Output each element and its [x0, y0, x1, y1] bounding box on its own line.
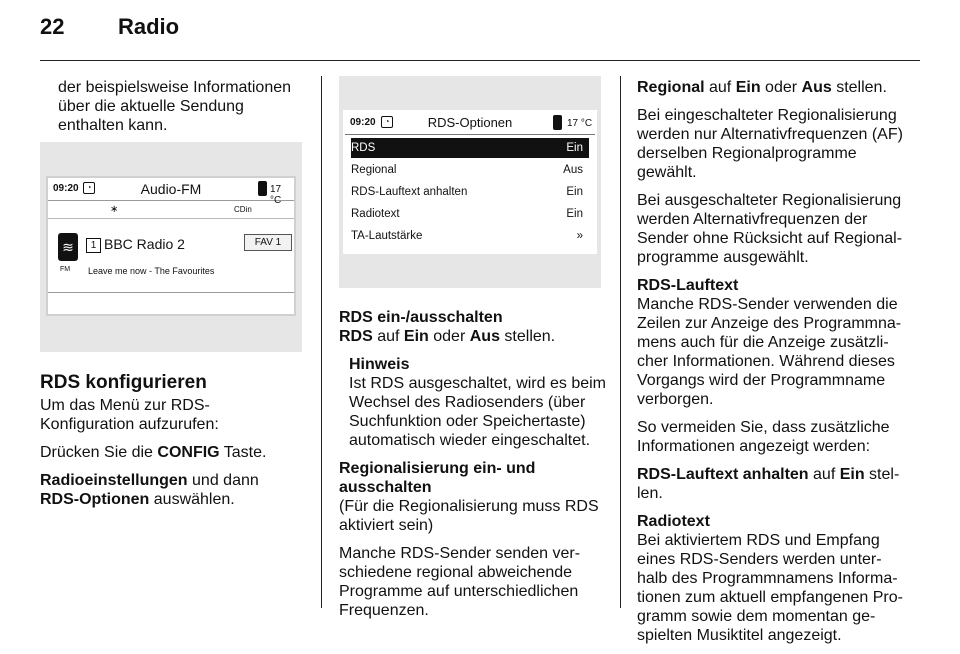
screen-title: RDS-Optionen: [427, 115, 513, 130]
paragraph: Manche RDS-Sender verwenden die Zeilen zur Anzeige des Programmnamens auch für die Anzeige zusätzlicher Informationen. Während dieses Vorgangs wird der Programmname verborgen.: [637, 296, 902, 408]
header-rule: [40, 60, 920, 61]
temperature: 17 °C: [567, 118, 593, 129]
menu-row-lauftext: RDS-Lauftext anhalten Ein: [351, 186, 583, 198]
column-3-text: [637, 78, 905, 654]
paragraph: Bei ausgeschalteter Regionalisierung werden Alternativfrequenzen der Sender ohne Rücksicht auf Regionalprogramme ausgewählt.: [637, 192, 903, 266]
screen-title: Audio-FM: [140, 181, 202, 197]
paragraph: Drücken Sie die CONFIG Taste.: [40, 444, 267, 461]
preset-number: 1: [86, 238, 101, 253]
thermometer-icon: [258, 181, 267, 196]
column-divider-1: [321, 76, 322, 608]
paragraph: Radioeinstellungen und dann RDS-Optionen auswählen.: [40, 472, 259, 508]
column-divider-2: [620, 76, 621, 608]
section-heading-rds-toggle: RDS ein-/ausschalten: [339, 309, 503, 326]
fav-button: FAV 1: [244, 234, 292, 251]
station-name: BBC Radio 2: [104, 236, 185, 252]
divider: [48, 218, 294, 219]
page-header: [40, 14, 179, 40]
paragraph: RDS-Lauftext anhalten auf Ein stellen.: [637, 466, 900, 502]
menu-row-ta-volume: TA-Lautstärke »: [351, 230, 583, 242]
menu-row-regional: Regional Aus: [351, 164, 583, 176]
menu-row-radiotext: Radiotext Ein: [351, 208, 583, 220]
intro-text-block: [58, 78, 294, 144]
clock-time: 09:20: [350, 117, 376, 128]
paragraph: So vermeiden Sie, dass zusätzliche Informationen angezeigt werden:: [637, 419, 890, 455]
status-bar: [48, 178, 294, 206]
clock-icon: ◔: [83, 182, 95, 194]
section-heading-regional: Regionalisierung ein- und ausschalten: [339, 460, 536, 496]
hint-box: [339, 355, 609, 450]
clock-time: 09:20: [53, 183, 79, 194]
clock-icon: ◔: [381, 116, 393, 128]
temperature: 17 °C: [270, 184, 282, 206]
section-heading-radiotext: Radiotext: [637, 513, 710, 530]
paragraph: Bei aktiviertem RDS und Empfang eines RDS-Senders werden unterhalb des Programmnamens Informationen zum aktuell empfangenen Programm sowie dem momentan gespielten Musiktitel angezeigt.: [637, 532, 903, 644]
rds-options-figure: [339, 76, 601, 288]
paragraph: Manche RDS-Sender senden verschiedene regional abweichende Programme auf unterschiedlichen Frequenzen.: [339, 545, 581, 619]
rds-config-section: [40, 372, 302, 518]
paragraph: RDS auf Ein oder Aus stellen.: [339, 328, 556, 345]
rds-options-screen: [343, 110, 597, 254]
hint-text: Ist RDS ausgeschaltet, wird es beim Wechsel des Radiosenders (über Suchfunktion oder Speichertaste) automatisch wieder eingeschaltet.: [349, 375, 606, 449]
column-2-text: [339, 308, 609, 629]
hint-title: Hinweis: [349, 356, 410, 373]
page-number: 22: [40, 14, 65, 39]
paragraph: Regional auf Ein oder Aus stellen.: [637, 79, 887, 96]
bluetooth-icon: ∗: [110, 204, 119, 215]
radiotext-line: Leave me now - The Favourites: [88, 266, 215, 276]
section-heading-rds-config: RDS konfigurieren: [40, 372, 207, 393]
audio-fm-figure: [40, 142, 302, 352]
section-heading-lauftext: RDS-Lauftext: [637, 277, 739, 294]
paragraph: Um das Menü zur RDS-Konfiguration aufzurufen:: [40, 397, 219, 433]
radio-tower-icon: ≋: [58, 233, 78, 261]
paragraph: (Für die Regionalisierung muss RDS aktiviert sein): [339, 498, 599, 534]
cd-in-indicator: CDin: [234, 205, 252, 214]
intro-paragraph: der beispielsweise Informationen über die aktuelle Sendung enthalten kann.: [58, 79, 292, 134]
audio-fm-screen: [46, 176, 296, 316]
band-label: FM: [60, 266, 71, 273]
thermometer-icon: [553, 115, 562, 130]
paragraph: Bei eingeschalteter Regionalisierung werden nur Alternativfrequenzen (AF) derselben Regionalprogramme gewählt.: [637, 107, 903, 181]
menu-row-rds: RDS Ein: [351, 138, 589, 158]
page-title: Radio: [118, 14, 180, 39]
status-bar: [345, 112, 595, 135]
bottom-divider: [48, 292, 294, 293]
